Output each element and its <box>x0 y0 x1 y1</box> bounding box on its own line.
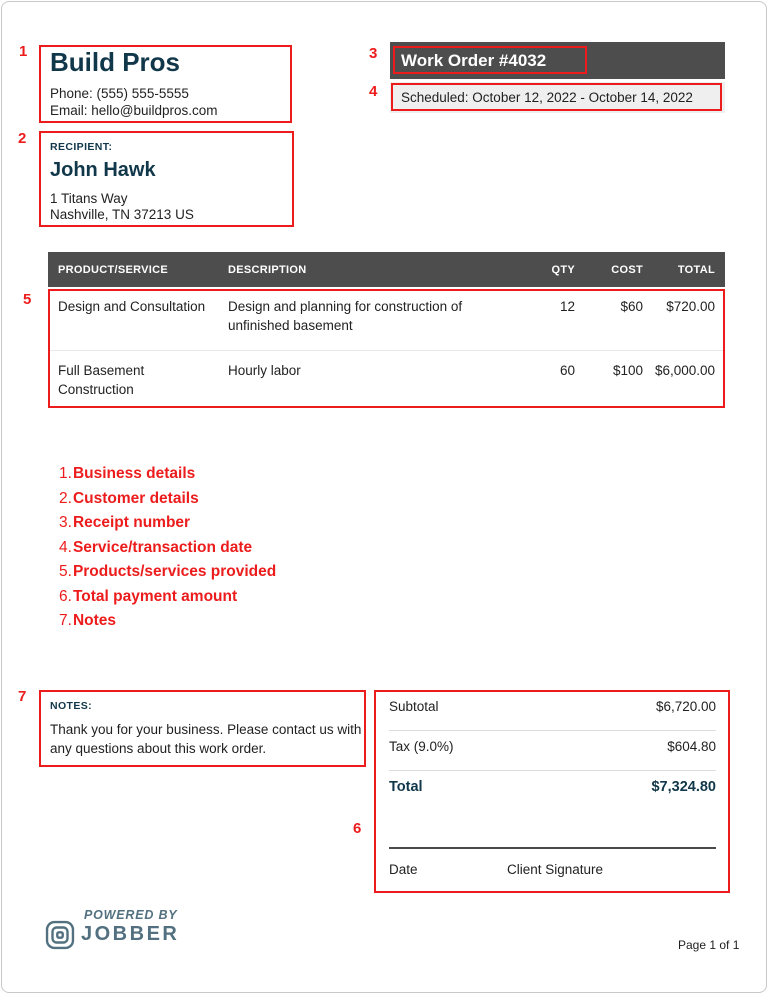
header-product: PRODUCT/SERVICE <box>48 252 218 287</box>
notes-text: Thank you for your business. Please contact us with any questions about this work order. <box>50 722 362 756</box>
legend-label: Business details <box>72 465 196 482</box>
table-row <box>48 350 725 406</box>
legend-label: Service/transaction date <box>72 538 253 556</box>
legend-label: Customer details <box>72 489 199 507</box>
recipient-name: John Hawk <box>50 159 156 181</box>
annotation-number-7: 7 <box>18 688 27 705</box>
legend-item <box>59 487 276 512</box>
table-header-row <box>48 252 725 287</box>
legend-item <box>59 511 276 536</box>
table-row <box>48 287 725 350</box>
tax-row <box>389 739 716 754</box>
legend-label: Notes <box>72 612 117 629</box>
legend-item <box>59 585 276 610</box>
header-total: TOTAL <box>653 252 725 287</box>
legend-label: Receipt number <box>72 514 191 531</box>
annotation-number-5: 5 <box>23 291 32 308</box>
legend-number: 3. <box>59 514 72 531</box>
recipient-label: RECIPIENT: <box>50 141 113 153</box>
header-description: DESCRIPTION <box>218 252 530 287</box>
annotation-number-3: 3 <box>369 45 378 62</box>
business-phone: Phone: (555) 555-5555 <box>50 86 189 101</box>
cell-total: $6,000.00 <box>653 350 725 406</box>
cell-qty: 12 <box>530 287 585 350</box>
subtotal-row <box>389 699 716 714</box>
jobber-wordmark: JOBBER <box>81 923 180 945</box>
cell-description: Design and planning for construction of unfinished basement <box>218 287 530 350</box>
cell-product: Full Basement Construction <box>48 350 218 406</box>
legend-label: Products/services provided <box>72 563 277 580</box>
legend-number: 2. <box>59 489 72 507</box>
cell-cost: $60 <box>585 287 653 350</box>
annotation-number-2: 2 <box>18 130 27 147</box>
scheduled-dates: Scheduled: October 12, 2022 - October 14, 2022 <box>390 82 725 113</box>
jobber-logo-icon <box>45 920 75 955</box>
powered-by-text: POWERED BY <box>84 908 178 922</box>
business-name: Build Pros <box>50 47 181 77</box>
work-order-title-bar: Work Order #4032 <box>390 42 725 79</box>
work-order-document <box>1 1 767 993</box>
header-qty: QTY <box>530 252 585 287</box>
cell-qty: 60 <box>530 350 585 406</box>
legend-item <box>59 560 276 585</box>
legend-item <box>59 609 276 634</box>
cell-description: Hourly labor <box>218 350 530 406</box>
legend-number: 1. <box>59 465 72 482</box>
line-items-table <box>48 252 725 407</box>
divider <box>389 730 716 731</box>
cell-total: $720.00 <box>653 287 725 350</box>
business-email: Email: hello@buildpros.com <box>50 103 218 118</box>
signature-line <box>389 847 716 849</box>
legend-item <box>59 462 276 487</box>
header-cost: COST <box>585 252 653 287</box>
recipient-address-line1: 1 Titans Way <box>50 191 128 206</box>
recipient-address-line2: Nashville, TN 37213 US <box>50 207 194 222</box>
annotation-number-4: 4 <box>369 83 378 100</box>
total-value: $7,324.80 <box>651 779 716 795</box>
divider <box>389 770 716 771</box>
notes-label: NOTES: <box>50 700 93 712</box>
tax-label: Tax (9.0%) <box>389 739 454 754</box>
legend-number: 7. <box>59 612 72 629</box>
annotation-number-1: 1 <box>19 43 28 60</box>
subtotal-value: $6,720.00 <box>655 699 716 714</box>
annotation-number-6: 6 <box>353 820 362 837</box>
date-label: Date <box>389 862 418 877</box>
legend-number: 4. <box>59 538 72 556</box>
subtotal-label: Subtotal <box>389 699 439 714</box>
legend-item <box>59 536 276 561</box>
total-row <box>389 779 716 795</box>
total-label: Total <box>389 779 423 795</box>
client-signature-label: Client Signature <box>507 862 604 877</box>
legend-number: 5. <box>59 563 72 580</box>
legend-label: Total payment amount <box>72 587 238 605</box>
legend-number: 6. <box>59 587 72 605</box>
tax-value: $604.80 <box>667 739 716 754</box>
cell-product: Design and Consultation <box>48 287 218 350</box>
page-number: Page 1 of 1 <box>678 938 740 952</box>
annotation-legend <box>59 462 276 634</box>
cell-cost: $100 <box>585 350 653 406</box>
